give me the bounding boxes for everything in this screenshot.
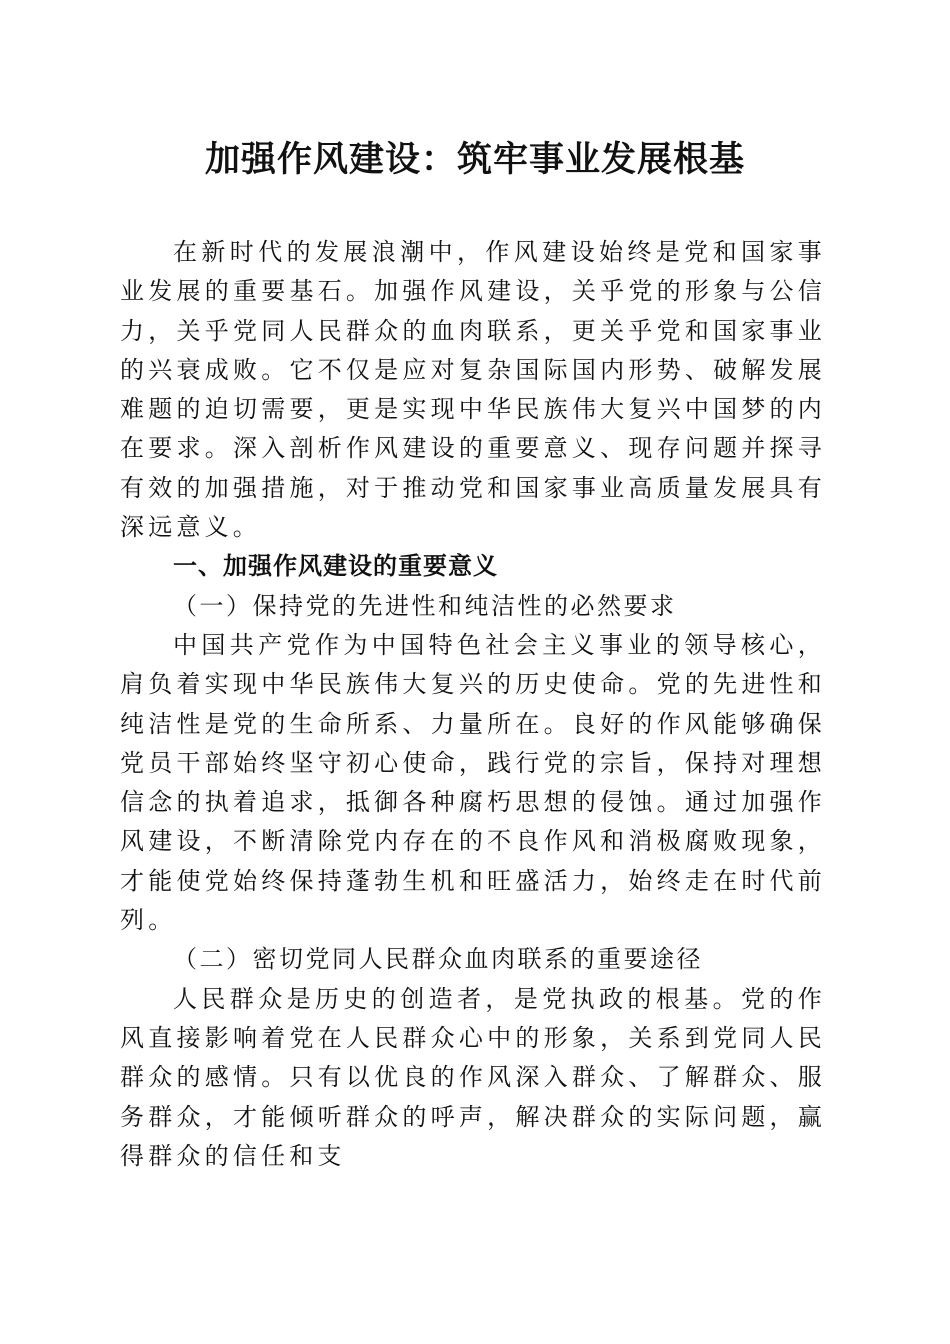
subsection-1-heading: （一）保持党的先进性和纯洁性的必然要求 <box>173 591 677 620</box>
document-body <box>120 233 826 1176</box>
subsection-2-heading: （二）密切党同人民群众血肉联系的重要途径 <box>173 945 703 974</box>
subsection-2-paragraph: 人民群众是历史的创造者，是党执政的根基。党的作风直接影响着党在人民群众心中的形象，关系到党同人民群众的感情。只有以优良的作风深入群众、了解群众、服务群众，才能倾听群众的呼声，解决群众的实际问题，赢得群众的信任和支 <box>120 984 826 1170</box>
section-1-heading: 一、加强作风建设的重要意义 <box>173 552 498 581</box>
document-title: 加强作风建设：筑牢事业发展根基 <box>204 139 745 180</box>
intro-paragraph: 在新时代的发展浪潮中，作风建设始终是党和国家事业发展的重要基石。加强作风建设，关乎党的形象与公信力，关乎党同人民群众的血肉联系，更关乎党和国家事业的兴衰成败。它不仅是应对复杂国际国内形势、破解发展难题的迫切需要，更是实现中华民族伟大复兴中国梦的内在要求。深入剖析作风建设的重要意义、现存问题并探寻有效的加强措施，对于推动党和国家事业高质量发展具有深远意义。 <box>120 238 826 542</box>
subsection-1-paragraph: 中国共产党作为中国特色社会主义事业的领导核心，肩负着实现中华民族伟大复兴的历史使命。党的先进性和纯洁性是党的生命所系、力量所在。良好的作风能够确保党员干部始终坚守初心使命，践行党的宗旨，保持对理想信念的执着追求，抵御各种腐朽思想的侵蚀。通过加强作风建设，不断清除党内存在的不良作风和消极腐败现象，才能使党始终保持蓬勃生机和旺盛活力，始终走在时代前列。 <box>120 630 826 935</box>
